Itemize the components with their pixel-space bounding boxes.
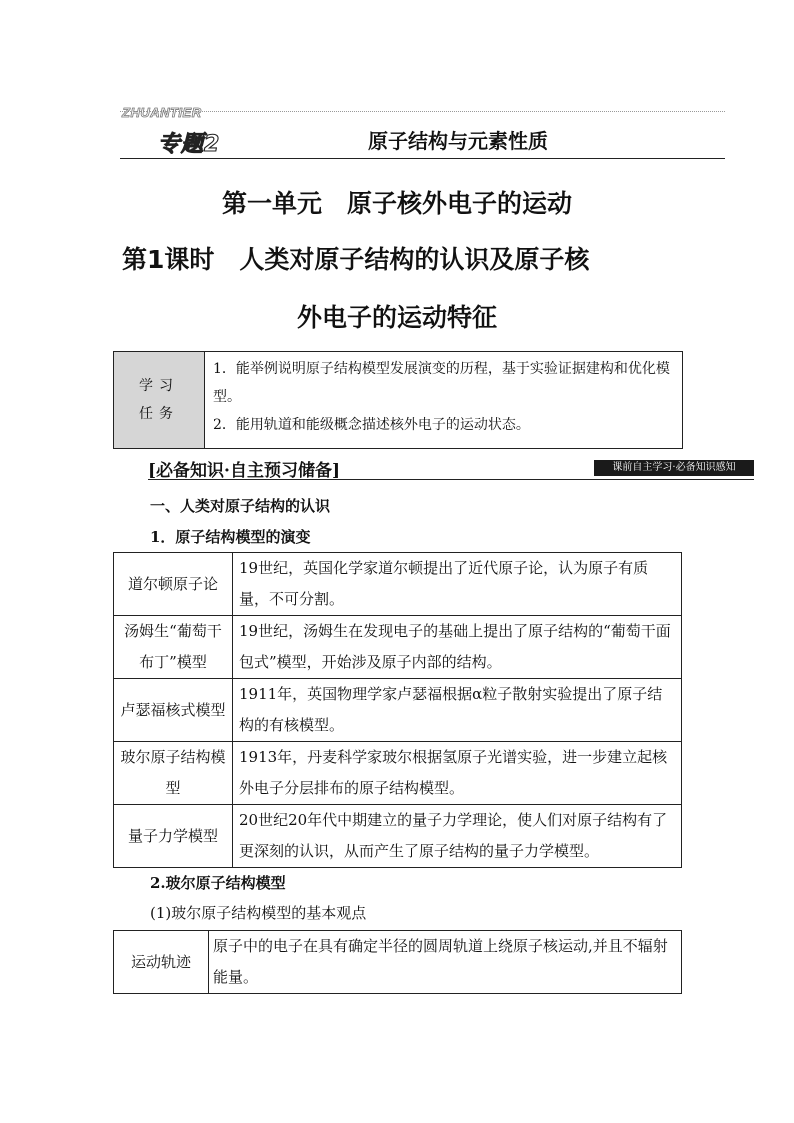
bohr-point-desc: 原子中的电子在具有确定半径的圆周轨道上绕原子核运动,并且不辐射能量。 <box>209 931 682 994</box>
topic-title: 原子结构与元素性质 <box>368 129 548 153</box>
bohr-model-table <box>113 930 682 994</box>
header-dotted-line <box>120 111 725 112</box>
lesson-title-line2: 外电子的运动特征 <box>296 303 497 332</box>
unit-title: 第一单元 原子核外电子的运动 <box>221 189 572 218</box>
part1-sub1: 1．原子结构模型的演变 <box>150 528 311 546</box>
table-row <box>114 742 682 805</box>
series-english-label: ZHUANTIER <box>122 105 202 120</box>
part1-sub2: 2.玻尔原子结构模型 <box>150 874 286 892</box>
section-tag: 课前自主学习·必备知识感知 <box>594 460 754 476</box>
section-rule <box>148 479 754 480</box>
model-name: 量子力学模型 <box>114 805 233 868</box>
table-row <box>114 805 682 868</box>
section-heading: [必备知识·自主预习储备] <box>148 461 341 481</box>
model-desc: 1911年，英国物理学家卢瑟福根据α粒子散射实验提出了原子结构的有核模型。 <box>233 679 682 742</box>
model-name: 道尔顿原子论 <box>114 553 233 616</box>
model-name: 卢瑟福核式模型 <box>114 679 233 742</box>
series-badge: 专题2 <box>158 132 221 157</box>
model-evolution-table <box>113 552 682 868</box>
task-label-line1: 学习 <box>139 378 179 394</box>
task-item-1: 1．能举例说明原子结构模型发展演变的历程，基于实验证据建构和优化模型。 <box>213 361 670 405</box>
task-label-line2: 任务 <box>139 406 179 422</box>
task-body <box>205 352 682 448</box>
bohr-point-name: 运动轨迹 <box>114 931 209 994</box>
model-desc: 19世纪，汤姆生在发现电子的基础上提出了原子结构的“葡萄干面包式”模型，开始涉及原子内部的结构。 <box>233 616 682 679</box>
model-desc: 1913年，丹麦科学家玻尔根据氢原子光谱实验，进一步建立起核外电子分层排布的原子结构模型。 <box>233 742 682 805</box>
model-name: 玻尔原子结构模型 <box>114 742 233 805</box>
table-row <box>114 616 682 679</box>
model-desc: 19世纪，英国化学家道尔顿提出了近代原子论，认为原子有质量，不可分割。 <box>233 553 682 616</box>
header-rule <box>120 158 725 159</box>
table-row <box>114 931 682 994</box>
task-item-2: 2．能用轨道和能级概念描述核外电子的运动状态。 <box>213 417 530 433</box>
part1-sub2-1: (1)玻尔原子结构模型的基本观点 <box>150 904 367 922</box>
model-desc: 20世纪20年代中期建立的量子力学理论，使人们对原子结构有了更深刻的认识，从而产生了原子结构的量子力学模型。 <box>233 805 682 868</box>
part1-heading: 一、人类对原子结构的认识 <box>150 497 331 515</box>
learning-task-box <box>113 351 683 449</box>
lesson-title-line1: 第1课时 人类对原子结构的认识及原子核 <box>122 245 590 274</box>
table-row <box>114 679 682 742</box>
task-label <box>114 352 205 448</box>
table-row <box>114 553 682 616</box>
model-name: 汤姆生“葡萄干布丁”模型 <box>114 616 233 679</box>
